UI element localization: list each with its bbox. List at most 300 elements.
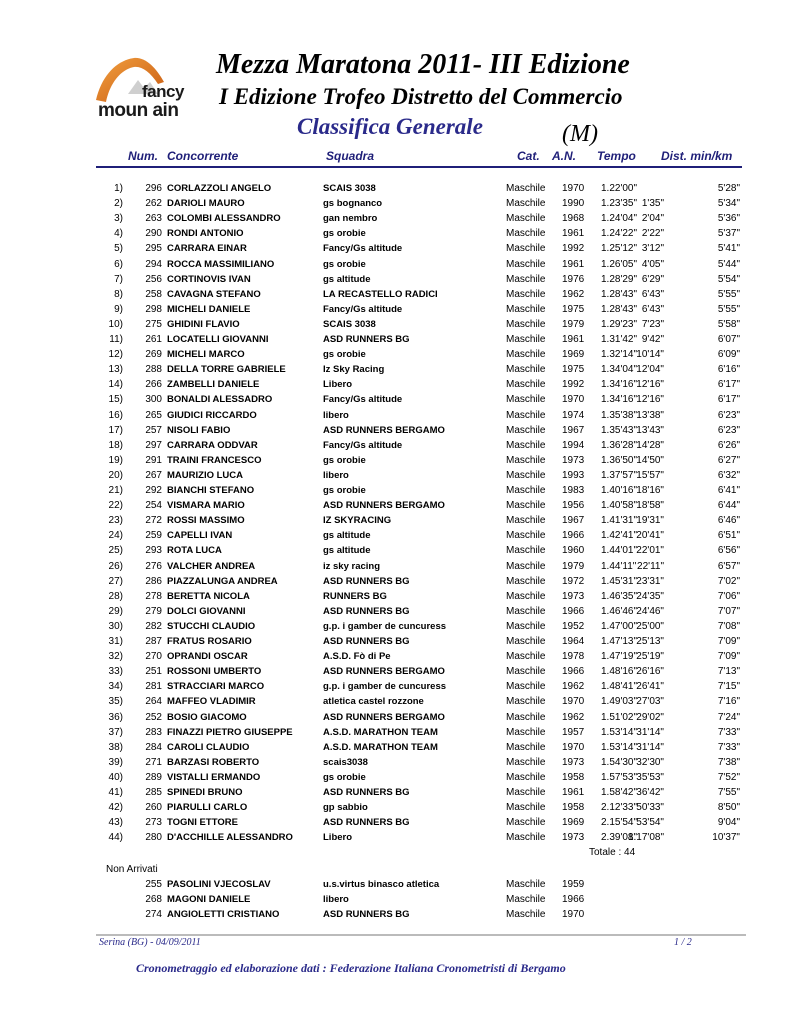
category: Maschile: [506, 303, 546, 315]
position: 26): [108, 560, 123, 572]
table-row: [0, 530, 794, 545]
finish-time: 1.54'30": [601, 756, 638, 768]
table-row: [0, 742, 794, 757]
team-name: ASD RUNNERS BERGAMO: [323, 424, 445, 436]
team-name: ASD RUNNERS BG: [323, 575, 410, 587]
finish-time: 1.41'31": [601, 515, 638, 527]
birth-year: 1958: [562, 771, 585, 783]
gap-time: 3'12": [641, 243, 664, 255]
finish-time: 1.49'03": [601, 696, 638, 708]
team-name: gs orobie: [323, 771, 366, 783]
bib-number: 275: [145, 318, 162, 330]
position: 13): [108, 364, 123, 376]
pace-min-km: 5'41": [717, 243, 740, 255]
gap-time: 26'41": [636, 681, 664, 693]
pace-min-km: 7'52": [717, 771, 740, 783]
finish-time: 1.47'00": [601, 620, 638, 632]
table-row: [0, 213, 794, 228]
table-row: [0, 259, 794, 274]
category: Maschile: [506, 409, 546, 421]
team-name: atletica castel rozzone: [323, 696, 424, 708]
finish-time: 1.28'43": [601, 303, 638, 315]
bib-number: 271: [145, 756, 162, 768]
finish-time: 1.26'05": [601, 258, 638, 270]
table-row: [0, 636, 794, 651]
birth-year: 1970: [562, 741, 585, 753]
team-name: gs altitude: [323, 530, 371, 542]
team-name: Fancy/Gs altitude: [323, 394, 403, 406]
category: Maschile: [506, 228, 546, 240]
pace-min-km: 6'16": [717, 364, 740, 376]
birth-year: 1962: [562, 288, 585, 300]
birth-year: 1967: [562, 515, 585, 527]
gap-time: 20'41": [636, 530, 664, 542]
finish-time: 1.47'13": [601, 636, 638, 647]
bib-number: 297: [145, 439, 162, 451]
table-row: [0, 727, 794, 742]
birth-year: 1970: [562, 183, 585, 194]
category: Maschile: [506, 651, 546, 663]
category: Maschile: [506, 711, 546, 723]
runner-name: PIARULLI CARLO: [167, 802, 248, 814]
non-arrivati-row: [0, 894, 794, 909]
gap-time: 36'42": [636, 787, 664, 798]
pace-min-km: 7'33": [717, 726, 740, 738]
birth-year: 1973: [562, 590, 585, 602]
runner-name: VISTALLI ERMANDO: [167, 771, 261, 783]
team-name: ASD RUNNERS BERGAMO: [323, 711, 445, 723]
bib-number: 262: [145, 198, 162, 210]
position: 33): [108, 666, 123, 678]
finish-time: 2.39'08": [601, 832, 638, 844]
pace-min-km: 7'13": [717, 666, 740, 678]
birth-year: 1962: [562, 681, 585, 693]
category: Maschile: [506, 666, 546, 678]
pace-min-km: 6'32": [717, 469, 740, 481]
finish-time: 1.24'22": [601, 228, 638, 240]
gap-time: 2'04": [641, 213, 664, 225]
runner-name: BERETTA NICOLA: [167, 590, 250, 602]
position: 15): [108, 394, 123, 406]
category: Maschile: [506, 787, 546, 798]
team-name: gs orobie: [323, 454, 366, 466]
birth-year: 1973: [562, 756, 585, 768]
table-row: [0, 621, 794, 636]
category: Maschile: [506, 530, 546, 542]
runner-name: ROTA LUCA: [167, 545, 222, 557]
bib-number: 260: [145, 802, 162, 814]
gap-time: 18'58": [636, 500, 664, 512]
bib-number: 281: [145, 681, 162, 693]
team-name: libero: [323, 469, 349, 481]
birth-year: 1966: [562, 530, 585, 542]
category: Maschile: [506, 454, 546, 466]
category: Maschile: [506, 605, 546, 617]
team-name: ASD RUNNERS BG: [323, 636, 410, 647]
bib-number: 258: [145, 288, 162, 300]
position: 32): [108, 651, 123, 663]
team-name: ASD RUNNERS BG: [323, 334, 410, 345]
pace-min-km: 6'44": [717, 500, 740, 512]
bib-number: 269: [145, 349, 162, 361]
runner-name: VISMARA MARIO: [167, 500, 245, 512]
gap-time: 22'01": [636, 545, 664, 557]
team-name: g.p. i gamber de cuncuress: [323, 620, 447, 632]
bib-number: 263: [145, 213, 162, 225]
category: Maschile: [506, 802, 546, 814]
position: 40): [108, 771, 123, 783]
pace-min-km: 7'24": [717, 711, 740, 723]
finish-time: 1.36'50": [601, 454, 638, 466]
birth-year: 1978: [562, 651, 585, 663]
finish-time: 1.34'04": [601, 364, 638, 376]
finish-time: 1.35'43": [601, 424, 638, 436]
table-row: [0, 364, 794, 379]
birth-year: 1975: [562, 303, 585, 315]
non-arrivati-label: Non Arrivati: [106, 864, 158, 875]
footer-divider: [96, 934, 746, 936]
finish-time: 1.46'35": [601, 590, 638, 602]
footer-page-number: 1 / 2: [674, 937, 692, 948]
runner-name: COLOMBI ALESSANDRO: [167, 213, 281, 225]
table-row: [0, 757, 794, 772]
bib-number: 256: [145, 273, 162, 285]
category: Maschile: [506, 515, 546, 527]
position: 17): [108, 424, 123, 436]
bib-number: 288: [145, 364, 162, 376]
runner-name: BARZASI ROBERTO: [167, 756, 260, 768]
bib-number: 293: [145, 545, 162, 557]
runner-name: ROSSI MASSIMO: [167, 515, 245, 527]
gap-time: 32'30": [636, 756, 664, 768]
birth-year: 1969: [562, 349, 585, 361]
gap-time: 23'31": [636, 575, 664, 587]
pace-min-km: 6'27": [717, 454, 740, 466]
category: Maschile: [506, 469, 546, 481]
category: Maschile: [506, 349, 546, 361]
runner-name: NISOLI FABIO: [167, 424, 231, 436]
table-row: [0, 561, 794, 576]
header-num: Num.: [128, 149, 158, 163]
birth-year: 1983: [562, 485, 585, 496]
birth-year: 1976: [562, 273, 585, 285]
finish-time: 1.44'01": [601, 545, 638, 557]
bib-number: 254: [145, 500, 162, 512]
position: 43): [108, 817, 123, 829]
bib-number: 289: [145, 771, 162, 783]
pace-min-km: 6'09": [717, 349, 740, 361]
runner-name: GIUDICI RICCARDO: [167, 409, 257, 421]
finish-time: 1.53'14": [601, 726, 638, 738]
bib-number: 278: [145, 590, 162, 602]
gap-time: 31'14": [636, 726, 664, 738]
finish-time: 1.24'04": [601, 213, 638, 225]
table-row: [0, 681, 794, 696]
bib-number: 294: [145, 258, 162, 270]
finish-time: 1.37'57": [601, 469, 638, 481]
bib-number: 285: [145, 787, 162, 798]
team-name: LA RECASTELLO RADICI: [323, 288, 438, 300]
team-name: gan nembro: [323, 213, 378, 225]
position: 3): [114, 213, 123, 225]
gap-time: 29'02": [636, 711, 664, 723]
team-name: ASD RUNNERS BG: [323, 605, 410, 617]
header-time: Tempo: [597, 149, 636, 163]
team-name: gs altitude: [323, 545, 371, 557]
birth-year: 1960: [562, 545, 585, 557]
gap-time: 12'04": [636, 364, 664, 376]
category: Maschile: [506, 485, 546, 496]
team-name: ASD RUNNERS BERGAMO: [323, 500, 445, 512]
position: 39): [108, 756, 123, 768]
gap-time: 2'22": [641, 228, 664, 240]
pace-min-km: 7'09": [717, 651, 740, 663]
bib-number: 267: [145, 469, 162, 481]
gap-time: 1'35": [641, 198, 664, 210]
gap-time: 31'14": [636, 741, 664, 753]
position: 18): [108, 439, 123, 451]
pace-min-km: 6'07": [717, 334, 740, 345]
runner-name: ROSSONI UMBERTO: [167, 666, 262, 678]
pace-min-km: 5'44": [717, 258, 740, 270]
finish-time: 1.29'23": [601, 318, 638, 330]
table-row: [0, 334, 794, 349]
runner-name: RONDI ANTONIO: [167, 228, 244, 240]
pace-min-km: 6'23": [717, 409, 740, 421]
birth-year: 1959: [562, 879, 585, 890]
runner-name: VALCHER ANDREA: [167, 560, 256, 572]
category: Maschile: [506, 500, 546, 512]
team-name: ASD RUNNERS BERGAMO: [323, 666, 445, 678]
team-name: ASD RUNNERS BG: [323, 817, 410, 829]
bib-number: 264: [145, 696, 162, 708]
category: Maschile: [506, 590, 546, 602]
birth-year: 1970: [562, 394, 585, 406]
birth-year: 1970: [562, 696, 585, 708]
position: 10): [108, 318, 123, 330]
gap-time: 6'43": [641, 288, 664, 300]
runner-name: TRAINI FRANCESCO: [167, 454, 262, 466]
gap-time: 9'42": [641, 334, 664, 345]
fancy-mountain-logo: [94, 54, 214, 124]
pace-min-km: 6'57": [717, 560, 740, 572]
gender-label: (M): [562, 121, 598, 147]
finish-time: 1.47'19": [601, 651, 638, 663]
position: 7): [114, 273, 123, 285]
team-name: A.S.D. Fò di Pe: [323, 651, 391, 663]
non-arrivati-row: [0, 909, 794, 924]
pace-min-km: 10'37": [712, 832, 740, 844]
runner-name: PASOLINI VJECOSLAV: [167, 879, 271, 890]
bib-number: 300: [145, 394, 162, 406]
header-dist: Dist. min/km: [661, 149, 733, 163]
birth-year: 1973: [562, 454, 585, 466]
team-name: Libero: [323, 379, 353, 391]
finish-time: 1.48'41": [601, 681, 638, 693]
pace-min-km: 6'17": [717, 394, 740, 406]
total-count: Totale : 44: [589, 847, 636, 858]
category: Maschile: [506, 183, 546, 194]
position: 38): [108, 741, 123, 753]
runner-name: MAURIZIO LUCA: [167, 469, 243, 481]
position: 9): [114, 303, 123, 315]
runner-name: LOCATELLI GIOVANNI: [167, 334, 269, 345]
bib-number: 274: [145, 909, 162, 921]
birth-year: 1968: [562, 213, 585, 225]
logo-word-mountain: moun ain: [98, 100, 179, 121]
runner-name: MAGONI DANIELE: [167, 894, 251, 906]
table-row: [0, 696, 794, 711]
birth-year: 1994: [562, 439, 585, 451]
finish-time: 1.36'28": [601, 439, 638, 451]
finish-time: 1.53'14": [601, 741, 638, 753]
position: 2): [114, 198, 123, 210]
bib-number: 266: [145, 379, 162, 391]
runner-name: DARIOLI MAURO: [167, 198, 245, 210]
table-row: [0, 832, 794, 847]
position: 29): [108, 605, 123, 617]
pace-min-km: 6'56": [717, 545, 740, 557]
birth-year: 1961: [562, 258, 585, 270]
birth-year: 1975: [562, 364, 585, 376]
birth-year: 1979: [562, 318, 585, 330]
category: Maschile: [506, 288, 546, 300]
category: Maschile: [506, 620, 546, 632]
category: Maschile: [506, 243, 546, 255]
table-row: [0, 349, 794, 364]
pace-min-km: 5'58": [717, 318, 740, 330]
team-name: IZ SKYRACING: [323, 515, 392, 527]
position: 25): [108, 545, 123, 557]
bib-number: 265: [145, 409, 162, 421]
birth-year: 1958: [562, 802, 585, 814]
table-row: [0, 440, 794, 455]
gap-time: 35'53": [636, 771, 664, 783]
category: Maschile: [506, 545, 546, 557]
pace-min-km: 7'07": [717, 605, 740, 617]
runner-name: STRACCIARI MARCO: [167, 681, 265, 693]
table-row: [0, 228, 794, 243]
birth-year: 1961: [562, 334, 585, 345]
team-name: A.S.D. MARATHON TEAM: [323, 726, 438, 738]
category: Maschile: [506, 575, 546, 587]
pace-min-km: 7'06": [717, 590, 740, 602]
birth-year: 1957: [562, 726, 585, 738]
category: Maschile: [506, 894, 546, 906]
runner-name: SPINEDI BRUNO: [167, 787, 243, 798]
table-row: [0, 666, 794, 681]
classifica-heading: Classifica Generale: [297, 114, 483, 139]
runner-name: CAROLI CLAUDIO: [167, 741, 250, 753]
bib-number: 268: [145, 894, 162, 906]
pace-min-km: 6'26": [717, 439, 740, 451]
table-row: [0, 591, 794, 606]
birth-year: 1979: [562, 560, 585, 572]
position: 19): [108, 454, 123, 466]
bib-number: 255: [145, 879, 162, 890]
bib-number: 276: [145, 560, 162, 572]
race-title: Mezza Maratona 2011- III Edizione: [216, 49, 630, 80]
bib-number: 259: [145, 530, 162, 542]
team-name: gs orobie: [323, 349, 366, 361]
gap-time: 15'57": [636, 469, 664, 481]
table-row: [0, 802, 794, 817]
runner-name: CAVAGNA STEFANO: [167, 288, 261, 300]
category: Maschile: [506, 771, 546, 783]
table-row: [0, 243, 794, 258]
position: 8): [114, 288, 123, 300]
position: 23): [108, 515, 123, 527]
table-row: [0, 712, 794, 727]
pace-min-km: 7'08": [717, 620, 740, 632]
bib-number: 295: [145, 243, 162, 255]
pace-min-km: 7'38": [717, 756, 740, 768]
pace-min-km: 6'51": [717, 530, 740, 542]
category: Maschile: [506, 364, 546, 376]
runner-name: ROCCA MASSIMILIANO: [167, 258, 275, 270]
runner-name: BIANCHI STEFANO: [167, 485, 255, 496]
non-arrivati-row: [0, 879, 794, 894]
finish-time: 1.32'14": [601, 349, 638, 361]
category: Maschile: [506, 439, 546, 451]
finish-time: 1.28'43": [601, 288, 638, 300]
table-row: [0, 545, 794, 560]
category: Maschile: [506, 318, 546, 330]
category: Maschile: [506, 560, 546, 572]
table-row: [0, 319, 794, 334]
pace-min-km: 7'09": [717, 636, 740, 647]
pace-min-km: 6'41": [717, 485, 740, 496]
bib-number: 296: [145, 183, 162, 194]
bib-number: 261: [145, 334, 162, 345]
birth-year: 1967: [562, 424, 585, 436]
finish-time: 1.31'42": [601, 334, 638, 345]
table-row: [0, 500, 794, 515]
table-row: [0, 817, 794, 832]
logo-word-fancy: fancy: [142, 82, 184, 101]
category: Maschile: [506, 909, 546, 921]
category: Maschile: [506, 424, 546, 436]
table-row: [0, 394, 794, 409]
team-name: Libero: [323, 832, 353, 844]
finish-time: 2.15'54": [601, 817, 638, 829]
pace-min-km: 7'16": [717, 696, 740, 708]
birth-year: 1962: [562, 711, 585, 723]
birth-year: 1992: [562, 379, 585, 391]
finish-time: 1.40'58": [601, 500, 638, 512]
table-row: [0, 425, 794, 440]
gap-time: 13'38": [636, 409, 664, 421]
position: 14): [108, 379, 123, 391]
table-row: [0, 576, 794, 591]
gap-time: 13'43": [636, 424, 664, 436]
category: Maschile: [506, 817, 546, 829]
table-row: [0, 470, 794, 485]
gap-time: 27'03": [636, 696, 664, 708]
finish-time: 1.28'29": [601, 273, 638, 285]
header-divider: [96, 166, 742, 168]
team-name: ASD RUNNERS BG: [323, 909, 410, 921]
pace-min-km: 6'23": [717, 424, 740, 436]
team-name: gp sabbio: [323, 802, 368, 814]
position: 44): [108, 832, 123, 844]
category: Maschile: [506, 696, 546, 708]
bib-number: 251: [145, 666, 162, 678]
position: 21): [108, 485, 123, 496]
table-row: [0, 198, 794, 213]
pace-min-km: 5'34": [717, 198, 740, 210]
runner-name: BONALDI ALESSADRO: [167, 394, 273, 406]
